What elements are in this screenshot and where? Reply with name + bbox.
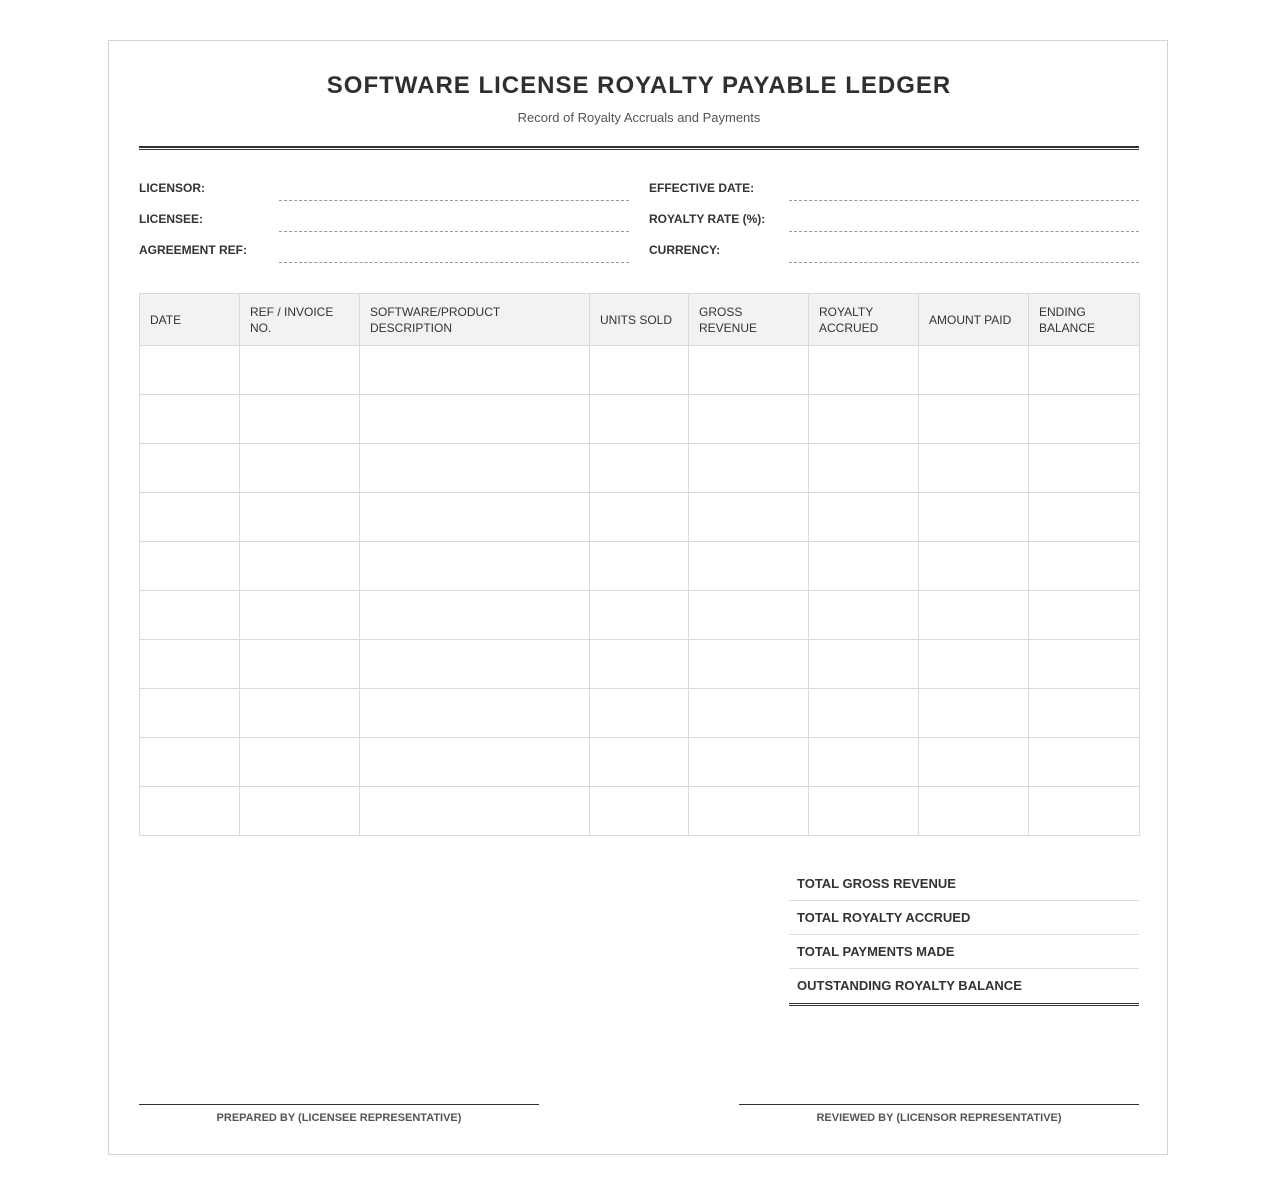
- col-header-amount-paid: AMOUNT PAID: [919, 294, 1029, 346]
- table-cell[interactable]: [1029, 640, 1140, 689]
- table-cell[interactable]: [360, 787, 590, 836]
- table-cell[interactable]: [1029, 542, 1140, 591]
- agreement-ref-label: AGREEMENT REF:: [139, 243, 247, 257]
- reviewed-by-label: REVIEWED BY (LICENSOR REPRESENTATIVE): [816, 1112, 1062, 1124]
- table-cell[interactable]: [809, 640, 919, 689]
- table-cell[interactable]: [240, 689, 360, 738]
- table-cell[interactable]: [689, 591, 809, 640]
- effective-date-field[interactable]: [789, 200, 1139, 201]
- table-cell[interactable]: [919, 591, 1029, 640]
- royalty-rate-field[interactable]: [789, 231, 1139, 232]
- table-cell[interactable]: [240, 640, 360, 689]
- table-cell[interactable]: [240, 444, 360, 493]
- table-cell[interactable]: [590, 738, 689, 787]
- table-row: [140, 346, 1140, 395]
- royalty-rate-label: ROYALTY RATE (%):: [649, 212, 766, 226]
- col-header-royalty-accrued: ROYALTY ACCRUED: [809, 294, 919, 346]
- table-cell[interactable]: [360, 640, 590, 689]
- table-cell[interactable]: [360, 542, 590, 591]
- table-cell[interactable]: [1029, 738, 1140, 787]
- col-header-description: SOFTWARE/PRODUCT DESCRIPTION: [360, 294, 590, 346]
- table-cell[interactable]: [689, 346, 809, 395]
- table-cell[interactable]: [140, 346, 240, 395]
- table-cell[interactable]: [360, 395, 590, 444]
- table-cell[interactable]: [1029, 787, 1140, 836]
- table-row: [140, 640, 1140, 689]
- table-cell[interactable]: [689, 493, 809, 542]
- table-cell[interactable]: [809, 591, 919, 640]
- table-cell[interactable]: [919, 787, 1029, 836]
- table-cell[interactable]: [590, 395, 689, 444]
- table-cell[interactable]: [689, 542, 809, 591]
- table-cell[interactable]: [919, 444, 1029, 493]
- table-cell[interactable]: [1029, 346, 1140, 395]
- table-cell[interactable]: [919, 640, 1029, 689]
- table-row: [140, 591, 1140, 640]
- document-subtitle: Record of Royalty Accruals and Payments: [517, 110, 761, 125]
- table-cell[interactable]: [240, 346, 360, 395]
- table-cell[interactable]: [140, 738, 240, 787]
- table-cell[interactable]: [809, 738, 919, 787]
- table-cell[interactable]: [919, 542, 1029, 591]
- table-cell[interactable]: [240, 395, 360, 444]
- licensee-field[interactable]: [279, 231, 629, 232]
- table-cell[interactable]: [919, 395, 1029, 444]
- table-cell[interactable]: [689, 395, 809, 444]
- table-cell[interactable]: [360, 444, 590, 493]
- table-cell[interactable]: [809, 542, 919, 591]
- table-cell[interactable]: [919, 689, 1029, 738]
- table-cell[interactable]: [240, 738, 360, 787]
- table-cell[interactable]: [809, 689, 919, 738]
- table-cell[interactable]: [140, 395, 240, 444]
- table-row: [140, 542, 1140, 591]
- table-cell[interactable]: [689, 689, 809, 738]
- agreement-ref-field[interactable]: [279, 262, 629, 263]
- col-header-ending-balance: ENDING BALANCE: [1029, 294, 1140, 346]
- table-cell[interactable]: [919, 493, 1029, 542]
- table-row: [140, 493, 1140, 542]
- table-cell[interactable]: [590, 591, 689, 640]
- table-cell[interactable]: [140, 493, 240, 542]
- document-title: SOFTWARE LICENSE ROYALTY PAYABLE LEDGER: [326, 72, 952, 99]
- table-cell[interactable]: [809, 395, 919, 444]
- table-cell[interactable]: [140, 689, 240, 738]
- ledger-header-row: [140, 294, 1140, 346]
- col-header-units-sold: UNITS SOLD: [590, 294, 689, 346]
- currency-field[interactable]: [789, 262, 1139, 263]
- table-cell[interactable]: [590, 444, 689, 493]
- outstanding-royalty-balance: OUTSTANDING ROYALTY BALANCE: [789, 969, 1139, 1006]
- header-divider: [139, 146, 1139, 150]
- table-cell[interactable]: [590, 787, 689, 836]
- licensor-field[interactable]: [279, 200, 629, 201]
- prepared-by-label: PREPARED BY (LICENSEE REPRESENTATIVE): [216, 1112, 462, 1124]
- table-cell[interactable]: [1029, 444, 1140, 493]
- table-cell[interactable]: [240, 787, 360, 836]
- table-cell[interactable]: [689, 640, 809, 689]
- col-header-ref-invoice: REF / INVOICE NO.: [240, 294, 360, 346]
- table-cell[interactable]: [689, 787, 809, 836]
- reviewed-by-signature-line[interactable]: [739, 1104, 1139, 1105]
- table-cell[interactable]: [590, 346, 689, 395]
- table-cell[interactable]: [689, 738, 809, 787]
- table-cell[interactable]: [360, 493, 590, 542]
- effective-date-label: EFFECTIVE DATE:: [649, 181, 755, 195]
- table-cell[interactable]: [809, 346, 919, 395]
- table-cell[interactable]: [360, 738, 590, 787]
- table-cell[interactable]: [1029, 689, 1140, 738]
- table-row: [140, 738, 1140, 787]
- licensor-label: LICENSOR:: [139, 181, 205, 195]
- table-cell[interactable]: [140, 640, 240, 689]
- table-cell[interactable]: [240, 591, 360, 640]
- table-cell[interactable]: [590, 493, 689, 542]
- col-header-gross-revenue: GROSS REVENUE: [689, 294, 809, 346]
- table-row: [140, 395, 1140, 444]
- table-cell[interactable]: [590, 640, 689, 689]
- table-cell[interactable]: [590, 689, 689, 738]
- col-header-date: DATE: [140, 294, 240, 346]
- table-cell[interactable]: [140, 591, 240, 640]
- table-cell[interactable]: [1029, 493, 1140, 542]
- table-row: [140, 444, 1140, 493]
- table-cell[interactable]: [360, 346, 590, 395]
- table-cell[interactable]: [240, 542, 360, 591]
- table-cell[interactable]: [140, 787, 240, 836]
- table-cell[interactable]: [919, 738, 1029, 787]
- table-row: [140, 689, 1140, 738]
- table-row: [140, 787, 1140, 836]
- table-cell[interactable]: [809, 787, 919, 836]
- table-cell[interactable]: [360, 591, 590, 640]
- table-cell[interactable]: [1029, 591, 1140, 640]
- table-cell[interactable]: [140, 444, 240, 493]
- table-cell[interactable]: [240, 493, 360, 542]
- table-cell[interactable]: [140, 542, 240, 591]
- table-cell[interactable]: [1029, 395, 1140, 444]
- table-cell[interactable]: [809, 493, 919, 542]
- table-cell[interactable]: [809, 444, 919, 493]
- ledger-body: [140, 346, 1140, 836]
- table-cell[interactable]: [360, 689, 590, 738]
- licensee-label: LICENSEE:: [139, 212, 204, 226]
- table-cell[interactable]: [590, 542, 689, 591]
- table-cell[interactable]: [919, 346, 1029, 395]
- total-royalty-accrued: TOTAL ROYALTY ACCRUED: [789, 901, 1139, 935]
- prepared-by-signature-line[interactable]: [139, 1104, 539, 1105]
- total-gross-revenue: TOTAL GROSS REVENUE: [789, 867, 1139, 901]
- total-payments-made: TOTAL PAYMENTS MADE: [789, 935, 1139, 969]
- table-cell[interactable]: [689, 444, 809, 493]
- currency-label: CURRENCY:: [649, 243, 721, 257]
- ledger-table: [139, 293, 1140, 836]
- totals-summary: [789, 867, 1139, 1006]
